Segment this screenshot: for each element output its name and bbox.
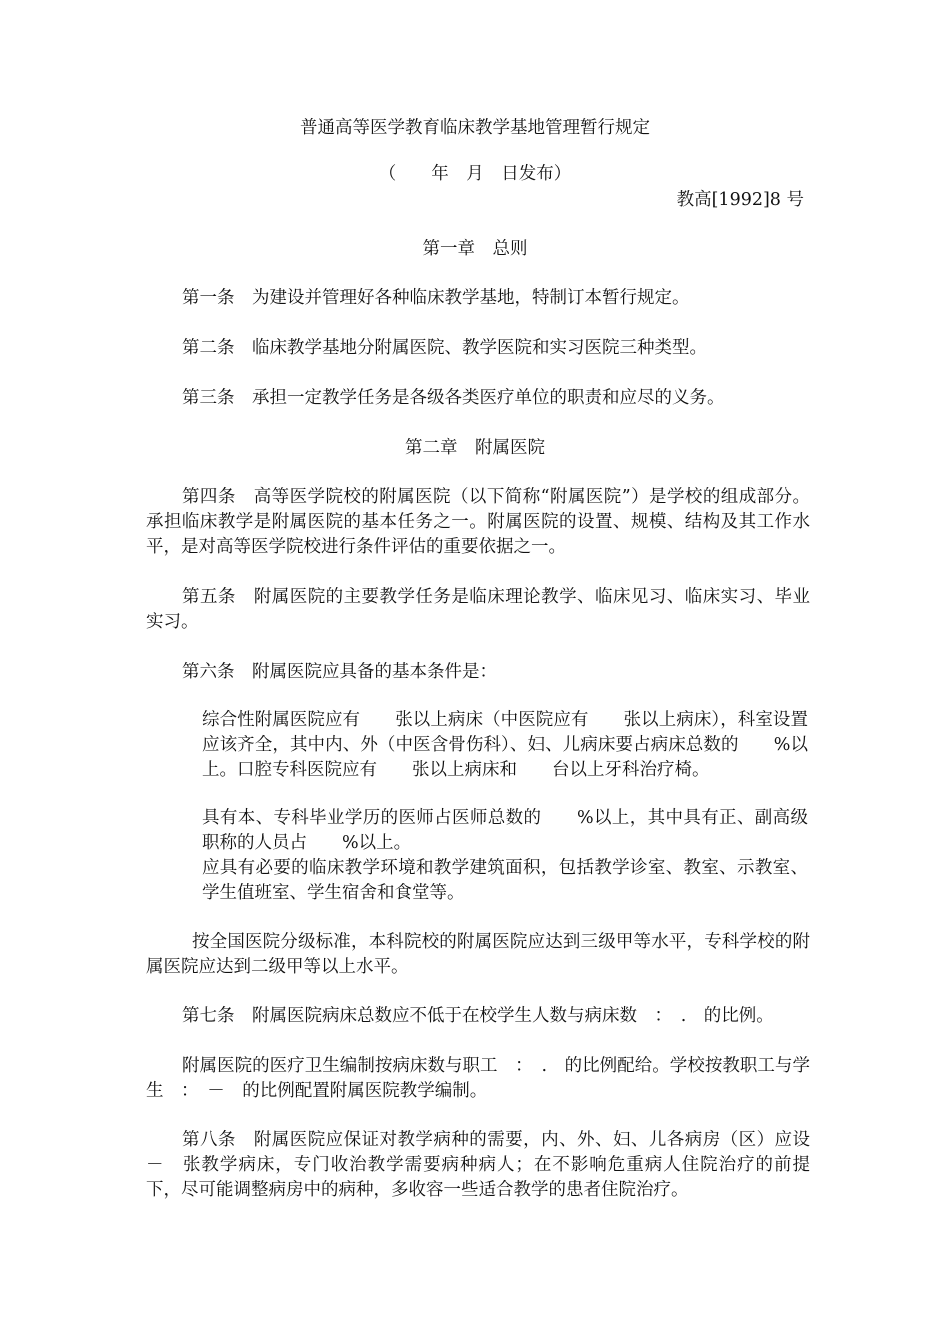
article-7: 第七条 附属医院病床总数应不低于在校学生人数与病床数 ： . 的比例。 <box>182 1006 774 1026</box>
article-4: 第四条 高等医学院校的附属医院（以下简称“附属医院”）是学校的组成部分。承担临床教学是附属医院的基本任务之一。附属医院的设置、规模、结构及其工作水平，是对高等医学院校进行条件评估的重要依据之一。 <box>146 487 810 557</box>
article-6: 第六条 附属医院应具备的基本条件是： <box>182 662 497 682</box>
article-2: 第二条 临床教学基地分附属医院、教学医院和实习医院三种类型。 <box>182 338 707 358</box>
staffing-paragraph: 附属医院的医疗卫生编制按病床数与职工 ： . 的比例配给。学校按教职工与学生 ： － 的比例配置附属医院教学编制。 <box>146 1056 810 1101</box>
publish-date-line: （ 年 月 日发布） <box>378 164 572 184</box>
document-title: 普通高等医学教育临床教学基地管理暂行规定 <box>300 118 650 138</box>
condition-item-3: 应具有必要的临床教学环境和教学建筑面积，包括教学诊室、教室、示教室、学生值班室、学生宿舍和食堂等。 <box>202 858 808 903</box>
document-number: 教高[1992]8 号 <box>676 190 804 210</box>
article-8: 第八条 附属医院应保证对教学病种的需要，内、外、妇、儿各病房（区）应设 － 张教学病床，专门收治教学需要病种病人；在不影响危重病人住院治疗的前提下，尽可能调整病房中的病种，多收容一些适合教学的患者住院治疗。 <box>146 1130 828 1200</box>
article-3: 第三条 承担一定教学任务是各级各类医疗单位的职责和应尽的义务。 <box>182 388 725 408</box>
condition-item-2: 具有本、专科毕业学历的医师占医师总数的 %以上，其中具有正、副高级职称的人员占 %以上。 <box>202 808 808 853</box>
article-1: 第一条 为建设并管理好各种临床教学基地，特制订本暂行规定。 <box>182 288 690 308</box>
article-5: 第五条 附属医院的主要教学任务是临床理论教学、临床见习、临床实习、毕业实习。 <box>146 587 810 632</box>
chapter-two-heading: 第二章 附属医院 <box>405 438 545 458</box>
chapter-one-heading: 第一章 总则 <box>422 239 528 259</box>
grading-standard-paragraph: 按全国医院分级标准，本科院校的附属医院应达到三级甲等水平，专科学校的附属医院应达到二级甲等以上水平。 <box>146 932 810 977</box>
condition-item-1: 综合性附属医院应有 张以上病床（中医院应有 张以上病床），科室设置应该齐全，其中内、外（中医含骨伤科）、妇、儿病床要占病床总数的 %以上。口腔专科医院应有 张以上病床和 台以上牙科治疗椅。 <box>202 710 808 780</box>
